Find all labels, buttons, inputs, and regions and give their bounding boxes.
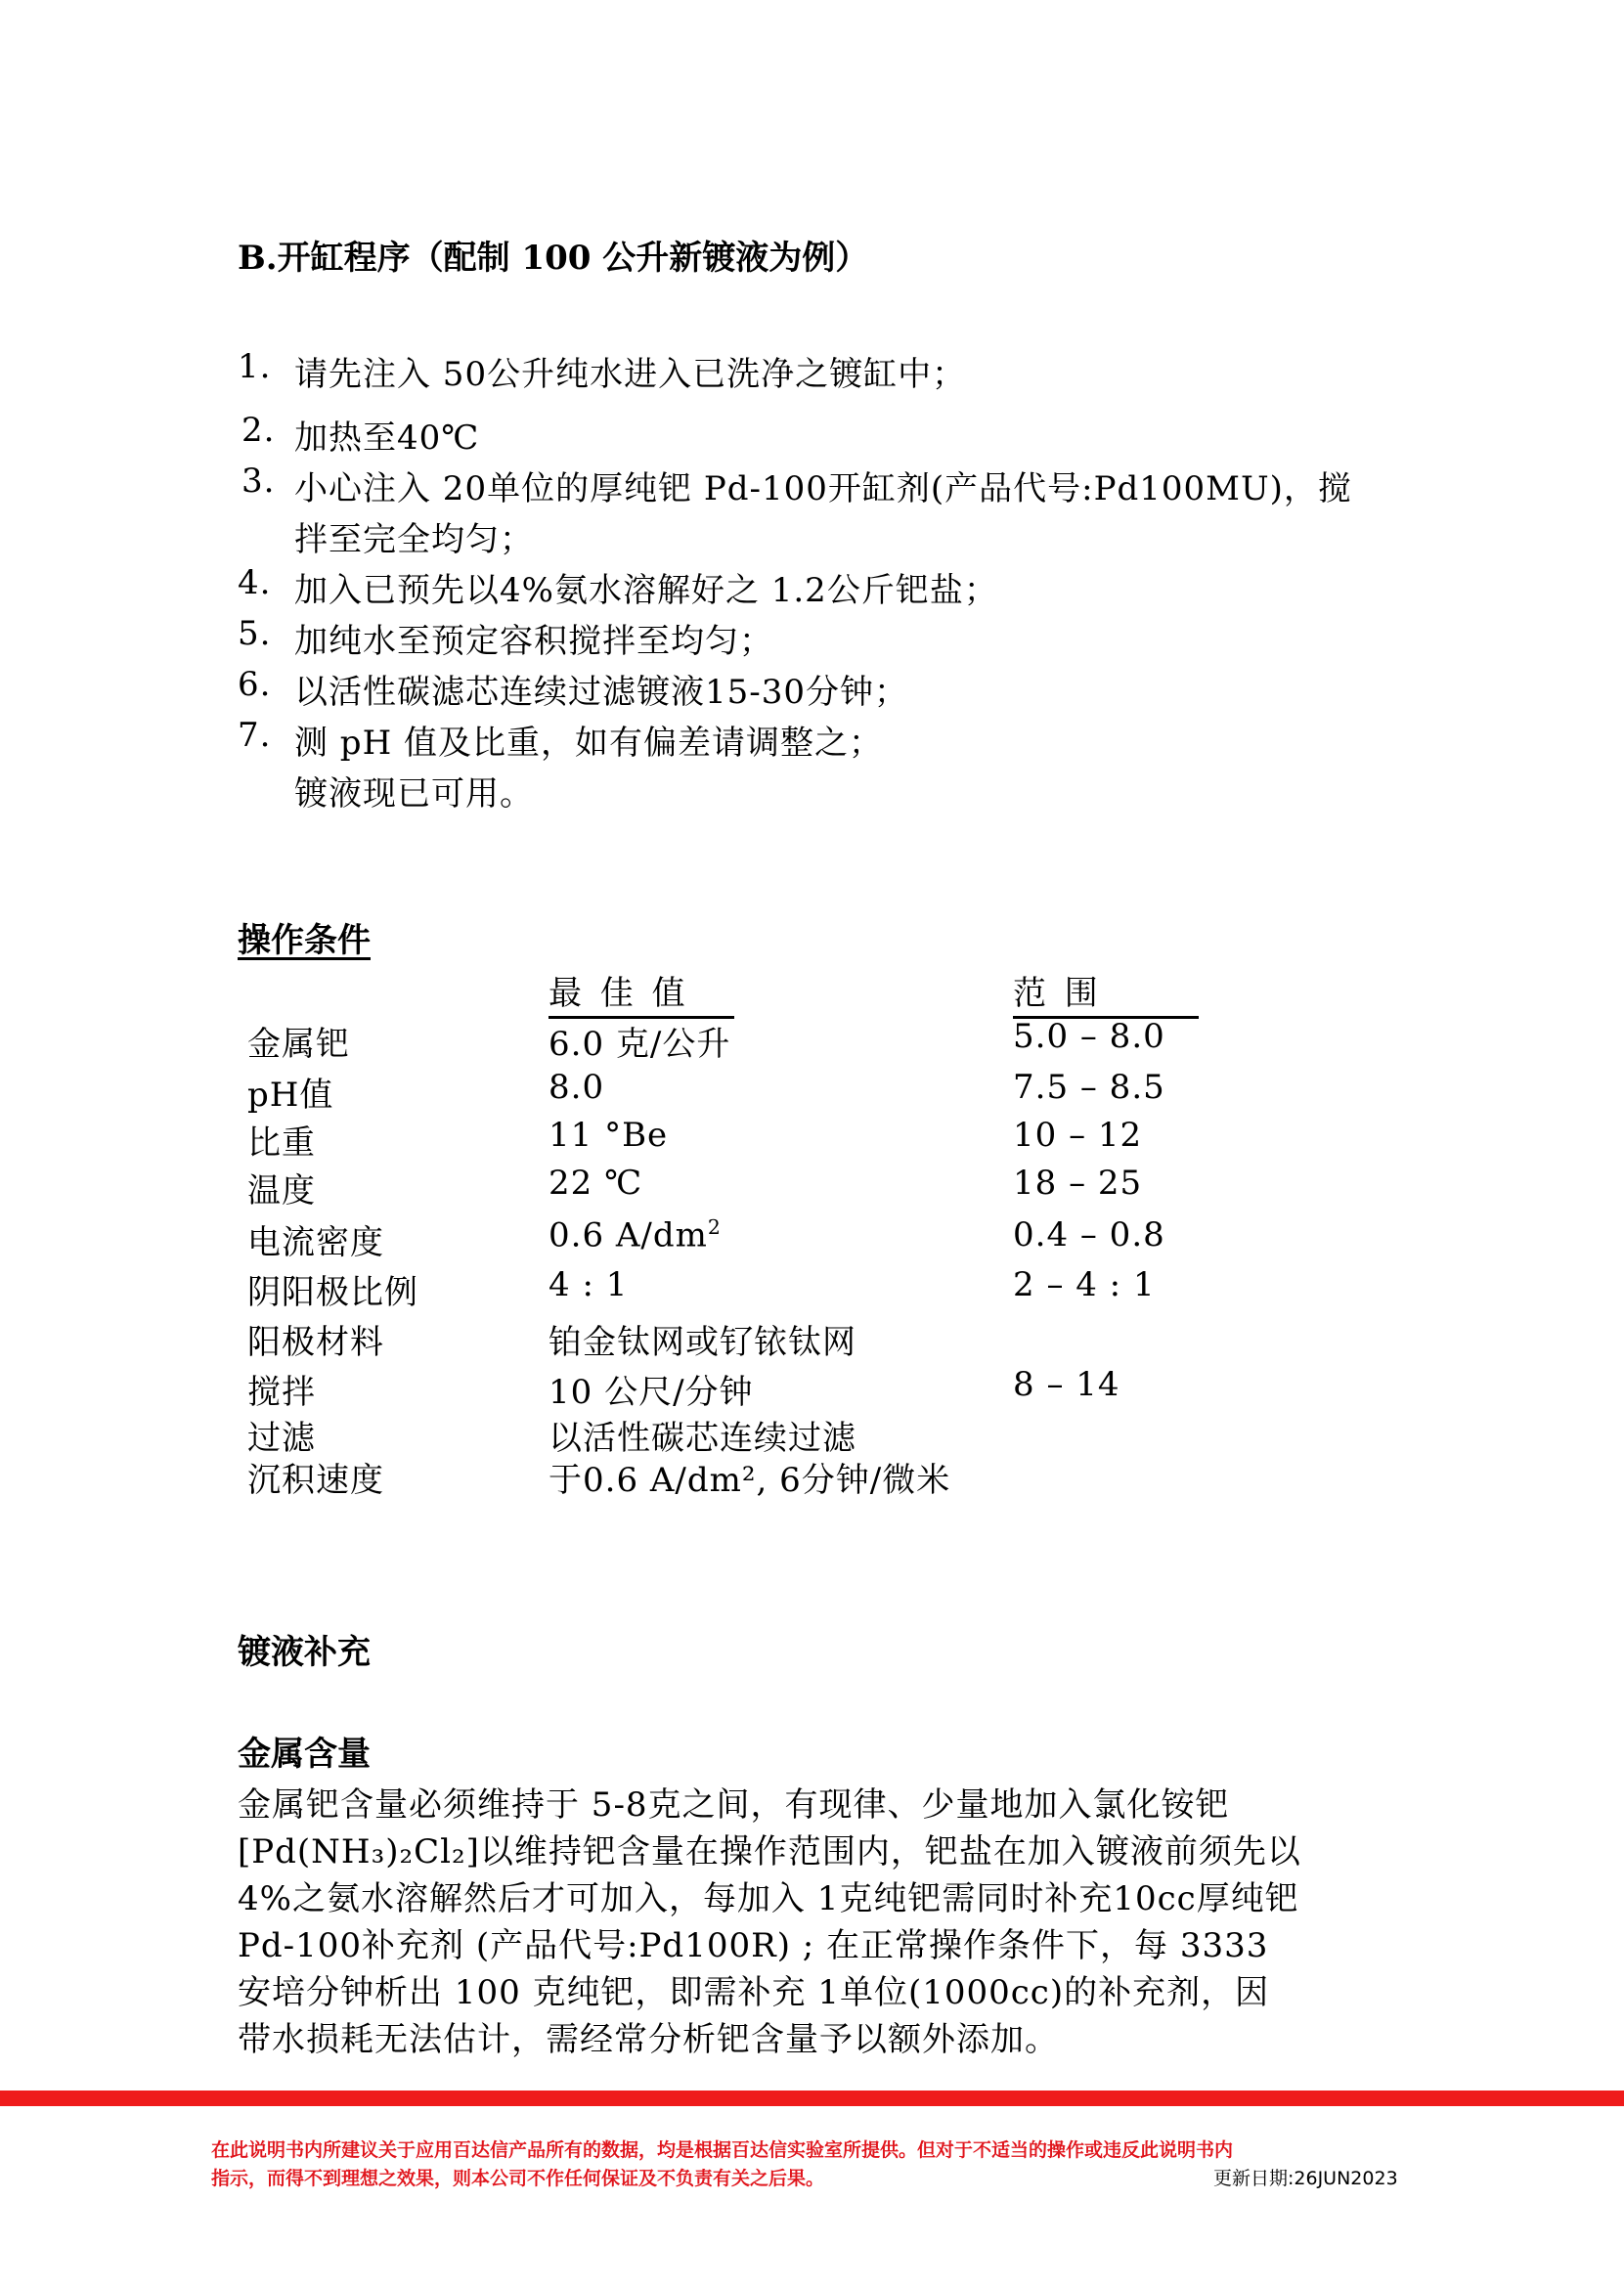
operating-title: 操作条件: [238, 921, 371, 960]
step-1-num: 1.: [238, 347, 272, 386]
paragraph-line: 安培分钟析出 100 克纯钯，即需补充 1单位(1000cc)的补充剂，因: [238, 1973, 1270, 2012]
row-param: 沉积速度: [247, 1461, 384, 1500]
col-range-header: 范 围: [1013, 966, 1199, 1019]
step-5-num: 5.: [238, 614, 272, 653]
row-param: 阳极材料: [247, 1323, 384, 1362]
metal-content-title: 金属含量: [238, 1735, 371, 1774]
row-range: 7.5 – 8.5: [1013, 1068, 1165, 1107]
paragraph-line: [Pd(NH₃)₂Cl₂]以维持钯含量在操作范围内，钯盐在加入镀液前须先以: [238, 1832, 1301, 1871]
row-best: 铂金钛网或钌铱钛网: [549, 1323, 856, 1362]
row-best: 以活性碳芯连续过滤: [549, 1419, 856, 1458]
row-best: 于0.6 A/dm², 6分钟/微米: [549, 1461, 951, 1500]
step-5-text: 加纯水至预定容积搅拌至均匀；: [294, 622, 773, 661]
step-3-text: 小心注入 20单位的厚纯钯 Pd-100开缸剂(产品代号:Pd100MU)，搅: [294, 469, 1352, 508]
step-6-num: 6.: [238, 665, 272, 704]
footer-disclaimer: [211, 2136, 1233, 2193]
row-param: 过滤: [247, 1419, 316, 1458]
step-2-text: 加热至40℃: [294, 418, 480, 458]
row-best: 10 公尺/分钟: [549, 1373, 754, 1412]
row-best: 11 °Be: [549, 1116, 669, 1155]
row-best: 0.6 $A/dm^2$: [549, 1215, 722, 1255]
row-best: 22 ℃: [549, 1164, 643, 1203]
row-range: 2 – 4 : 1: [1013, 1265, 1156, 1304]
paragraph-line: 金属钯含量必须维持于 5-8克之间，有现律、少量地加入氯化铵钯: [238, 1785, 1230, 1825]
step-3-cont: 拌至完全均匀；: [294, 520, 534, 559]
superscript: 2: [707, 1215, 722, 1239]
row-range: 10 – 12: [1013, 1116, 1143, 1155]
step-7-cont: 镀液现已可用。: [294, 774, 534, 814]
footer-divider: [0, 2091, 1624, 2106]
step-3-num: 3.: [241, 462, 276, 501]
paragraph-line: 带水损耗无法估计，需经常分析钯含量予以额外添加。: [238, 2020, 1059, 2059]
footer-line-1: 在此说明书内所建议关于应用百达信产品所有的数据，均是根据百达信实验室所提供。但对于不适当的操作或违反此说明书内: [211, 2139, 1234, 2161]
row-range: 18 – 25: [1013, 1164, 1143, 1203]
step-1-text: 请先注入 50公升纯水进入已洗净之镀缸中；: [294, 355, 967, 394]
row-param: 搅拌: [247, 1373, 316, 1412]
col-best-header: 最 佳 值: [549, 966, 734, 1019]
paragraph-line: Pd-100补充剂 (产品代号:Pd100R) ; 在正常操作条件下，每 3333: [238, 1926, 1269, 1965]
row-best: 8.0: [549, 1068, 605, 1107]
row-range: 5.0 – 8.0: [1013, 1017, 1165, 1056]
row-range: 0.4 – 0.8: [1013, 1215, 1165, 1255]
row-param: 阴阳极比例: [247, 1273, 418, 1312]
footer-line-2: 指示，而得不到理想之效果，则本公司不作任何保证及不负责有关之后果。: [211, 2168, 825, 2189]
row-param: 金属钯: [247, 1025, 350, 1064]
row-param: 电流密度: [247, 1223, 384, 1262]
section-b-title: B.开缸程序（配制 100 公升新镀液为例）: [238, 239, 869, 278]
step-4-text: 加入已预先以4%氨水溶解好之 1.2公斤钯盐；: [294, 571, 998, 610]
row-range: 8 – 14: [1013, 1365, 1120, 1404]
replenish-title: 镀液补充: [238, 1633, 371, 1672]
paragraph-line: 4%之氨水溶解然后才可加入，每加入 1克纯钯需同时补充10cc厚纯钯: [238, 1879, 1299, 1918]
row-param: 比重: [247, 1123, 316, 1163]
step-7-text: 测 pH 值及比重，如有偏差请调整之；: [294, 724, 884, 763]
row-best: 6.0 克/公升: [549, 1025, 731, 1064]
footer-date: 更新日期:26JUN2023: [1213, 2168, 1398, 2189]
row-best: 4 : 1: [549, 1265, 629, 1304]
row-param: pH值: [247, 1076, 334, 1115]
step-2-num: 2.: [241, 411, 276, 450]
step-7-num: 7.: [238, 716, 272, 755]
step-4-num: 4.: [238, 563, 272, 602]
row-param: 温度: [247, 1171, 316, 1211]
step-6-text: 以活性碳滤芯连续过滤镀液15-30分钟；: [294, 673, 909, 712]
